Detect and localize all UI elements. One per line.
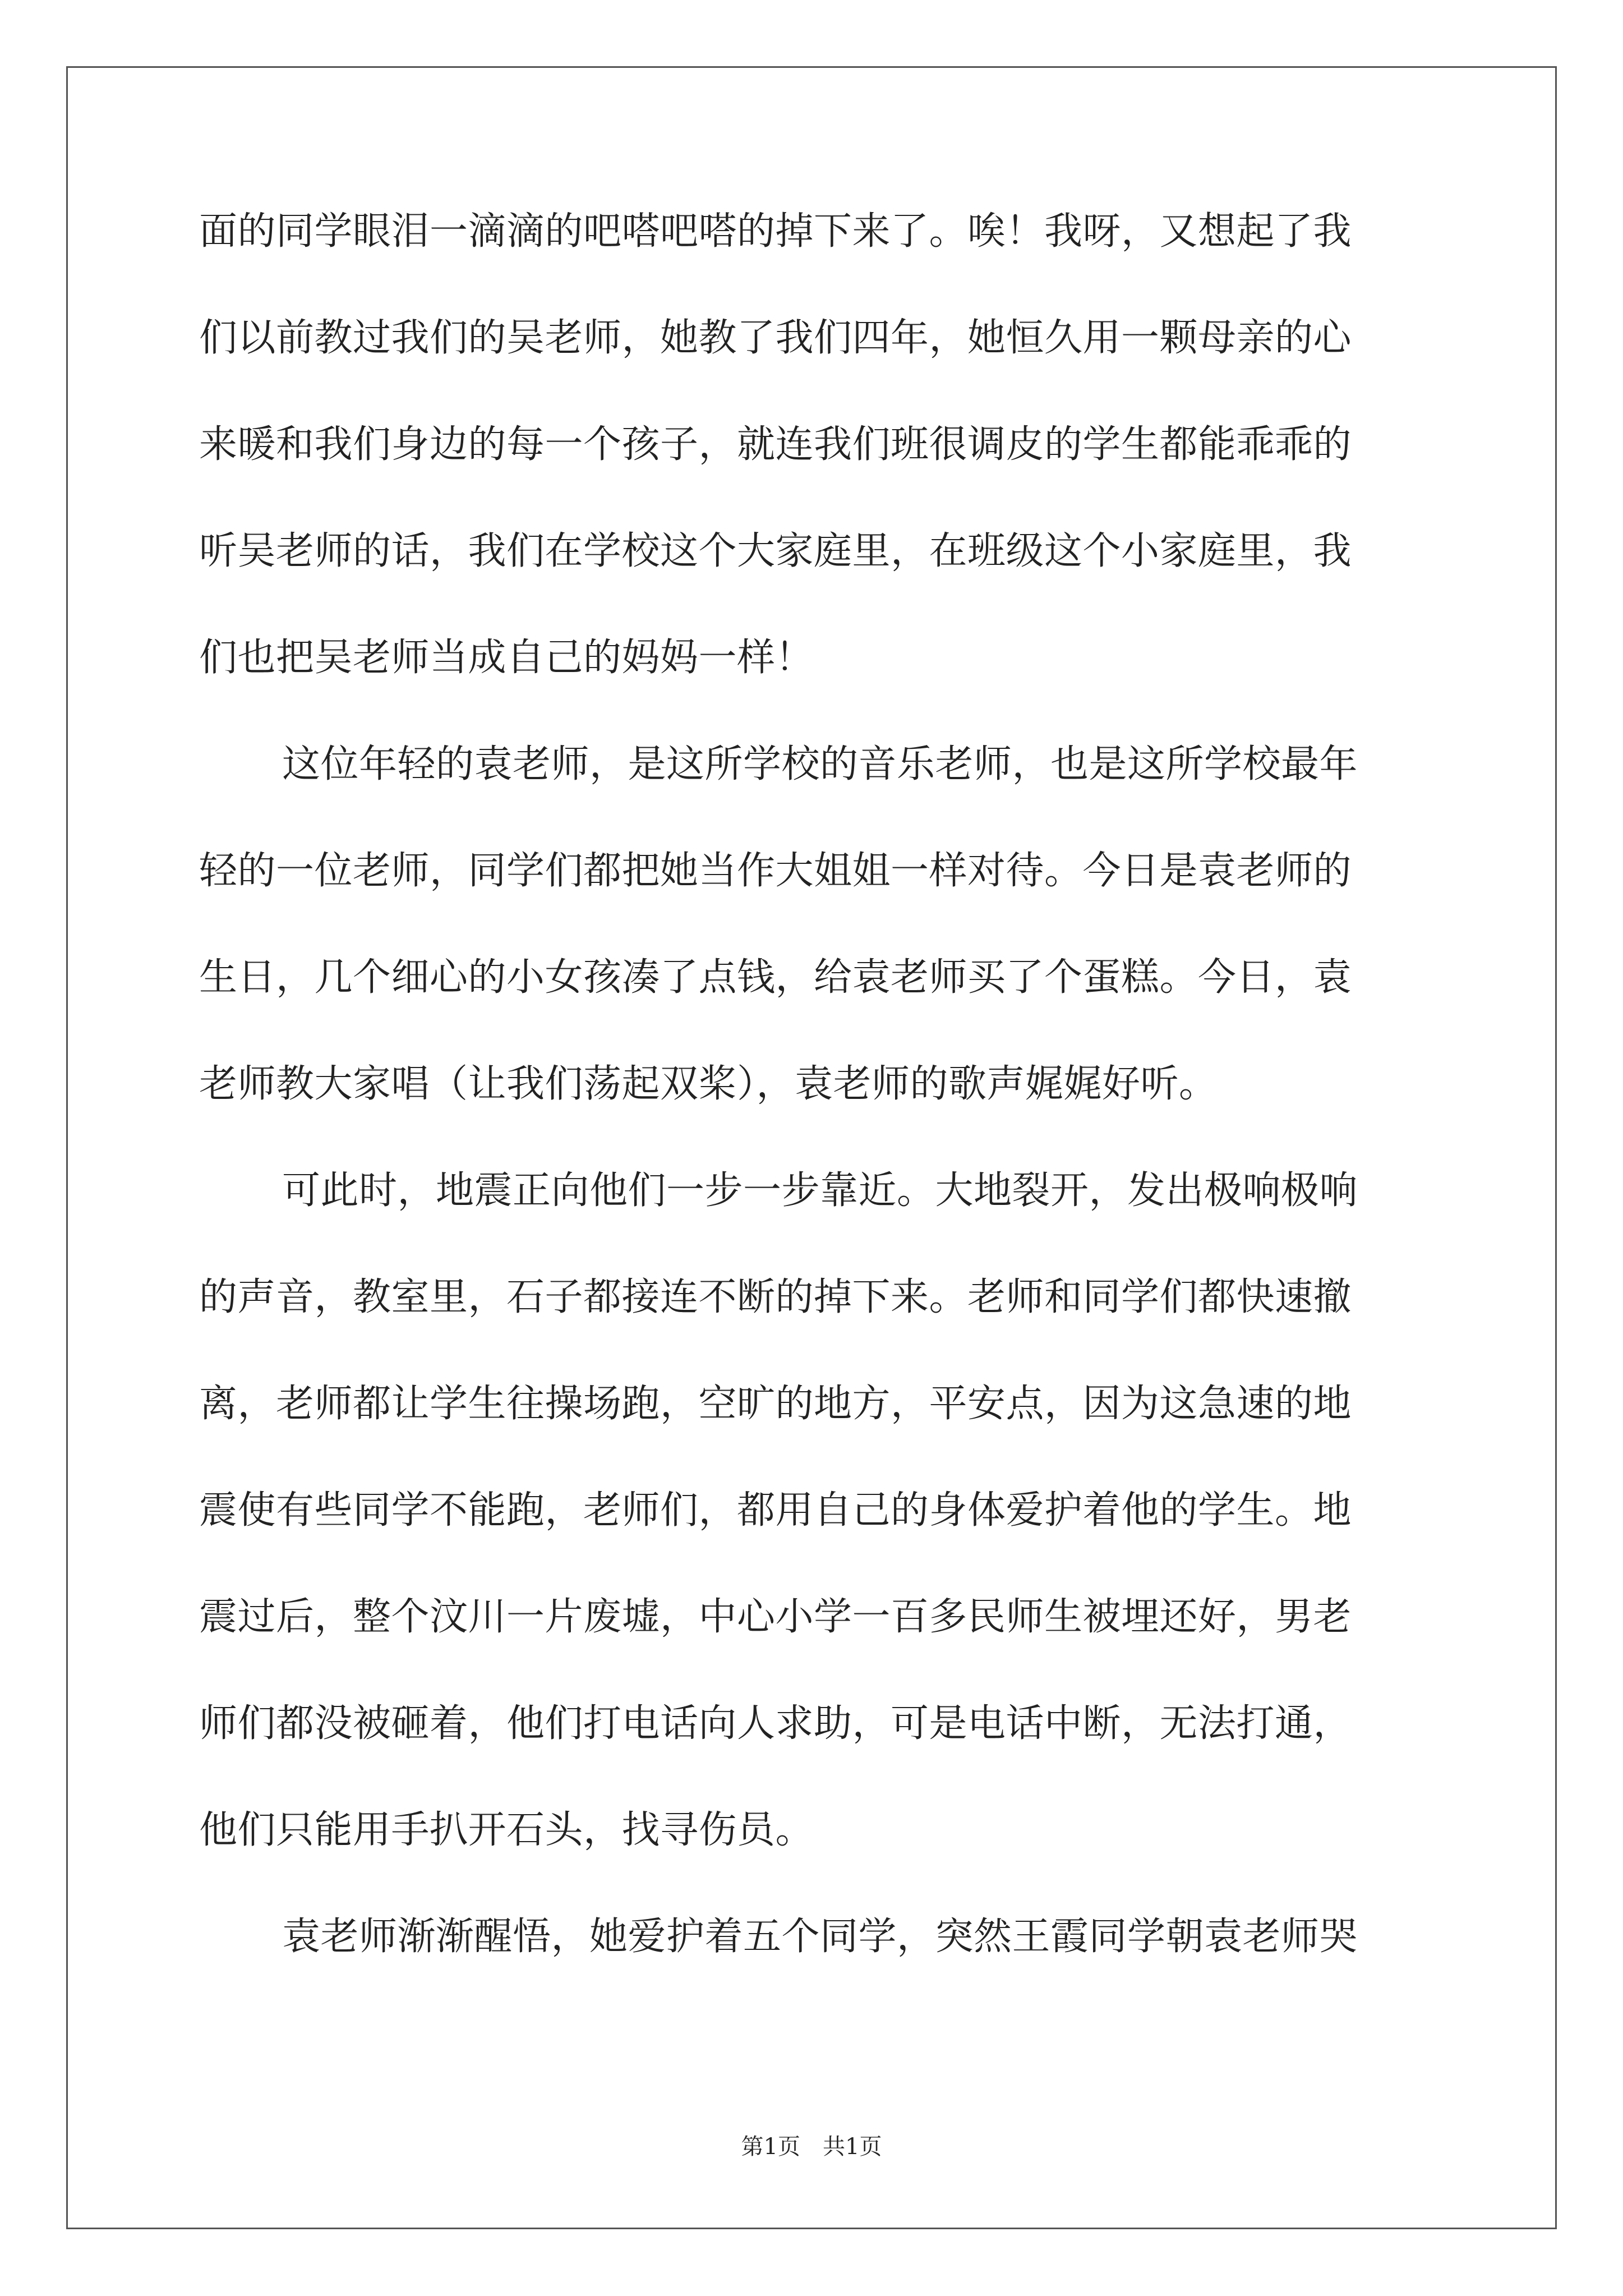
text-line: 来暖和我们身边的每一个孩子，就连我们班很调皮的学生都能乖乖的 xyxy=(199,422,1352,467)
text-line: 面的同学眼泪一滴滴的吧嗒吧嗒的掉下来了。唉！我呀，又想起了我 xyxy=(199,209,1352,254)
text-line: 师们都没被砸着，他们打电话向人求助，可是电话中断，无法打通， xyxy=(199,1701,1352,1746)
document-body xyxy=(199,205,1433,2017)
page-number-label: 第1页 xyxy=(741,2134,800,2160)
paragraph-start-line: 这位年轻的袁老师，是这所学校的音乐老师，也是这所学校最年 xyxy=(282,742,1358,786)
text-line: 他们只能用手扒开石头，找寻伤员。 xyxy=(199,1808,814,1852)
text-line: 震过后，整个汶川一片废墟，中心小学一百多民师生被埋还好，男老 xyxy=(199,1595,1352,1639)
page-footer xyxy=(0,2129,1623,2161)
paragraph-start-line: 袁老师渐渐醒悟，她爱护着五个同学，突然王霞同学朝袁老师哭 xyxy=(282,1915,1358,1959)
text-line: 离，老师都让学生往操场跑，空旷的地方，平安点，因为这急速的地 xyxy=(199,1382,1352,1426)
text-line: 听吴老师的话，我们在学校这个大家庭里，在班级这个小家庭里，我 xyxy=(199,529,1352,573)
text-line: 轻的一位老师，同学们都把她当作大姐姐一样对待。今日是袁老师的 xyxy=(199,849,1352,893)
text-line: 老师教大家唱（让我们荡起双桨），袁老师的歌声娓娓好听。 xyxy=(199,1062,1218,1106)
text-line: 震使有些同学不能跑，老师们，都用自己的身体爱护着他的学生。地 xyxy=(199,1488,1352,1533)
paragraph-start-line: 可此时，地震正向他们一步一步靠近。大地裂开，发出极响极响 xyxy=(282,1168,1358,1213)
text-line: 们以前教过我们的吴老师，她教了我们四年，她恒久用一颗母亲的心 xyxy=(199,316,1352,360)
text-line: 生日，几个细心的小女孩凑了点钱，给袁老师买了个蛋糕。今日，袁 xyxy=(199,955,1352,1000)
text-line: 们也把吴老师当成自己的妈妈一样！ xyxy=(199,636,814,680)
text-line: 的声音，教室里，石子都接连不断的掉下来。老师和同学们都快速撤 xyxy=(199,1275,1352,1319)
page-total-label: 共1页 xyxy=(823,2134,882,2160)
